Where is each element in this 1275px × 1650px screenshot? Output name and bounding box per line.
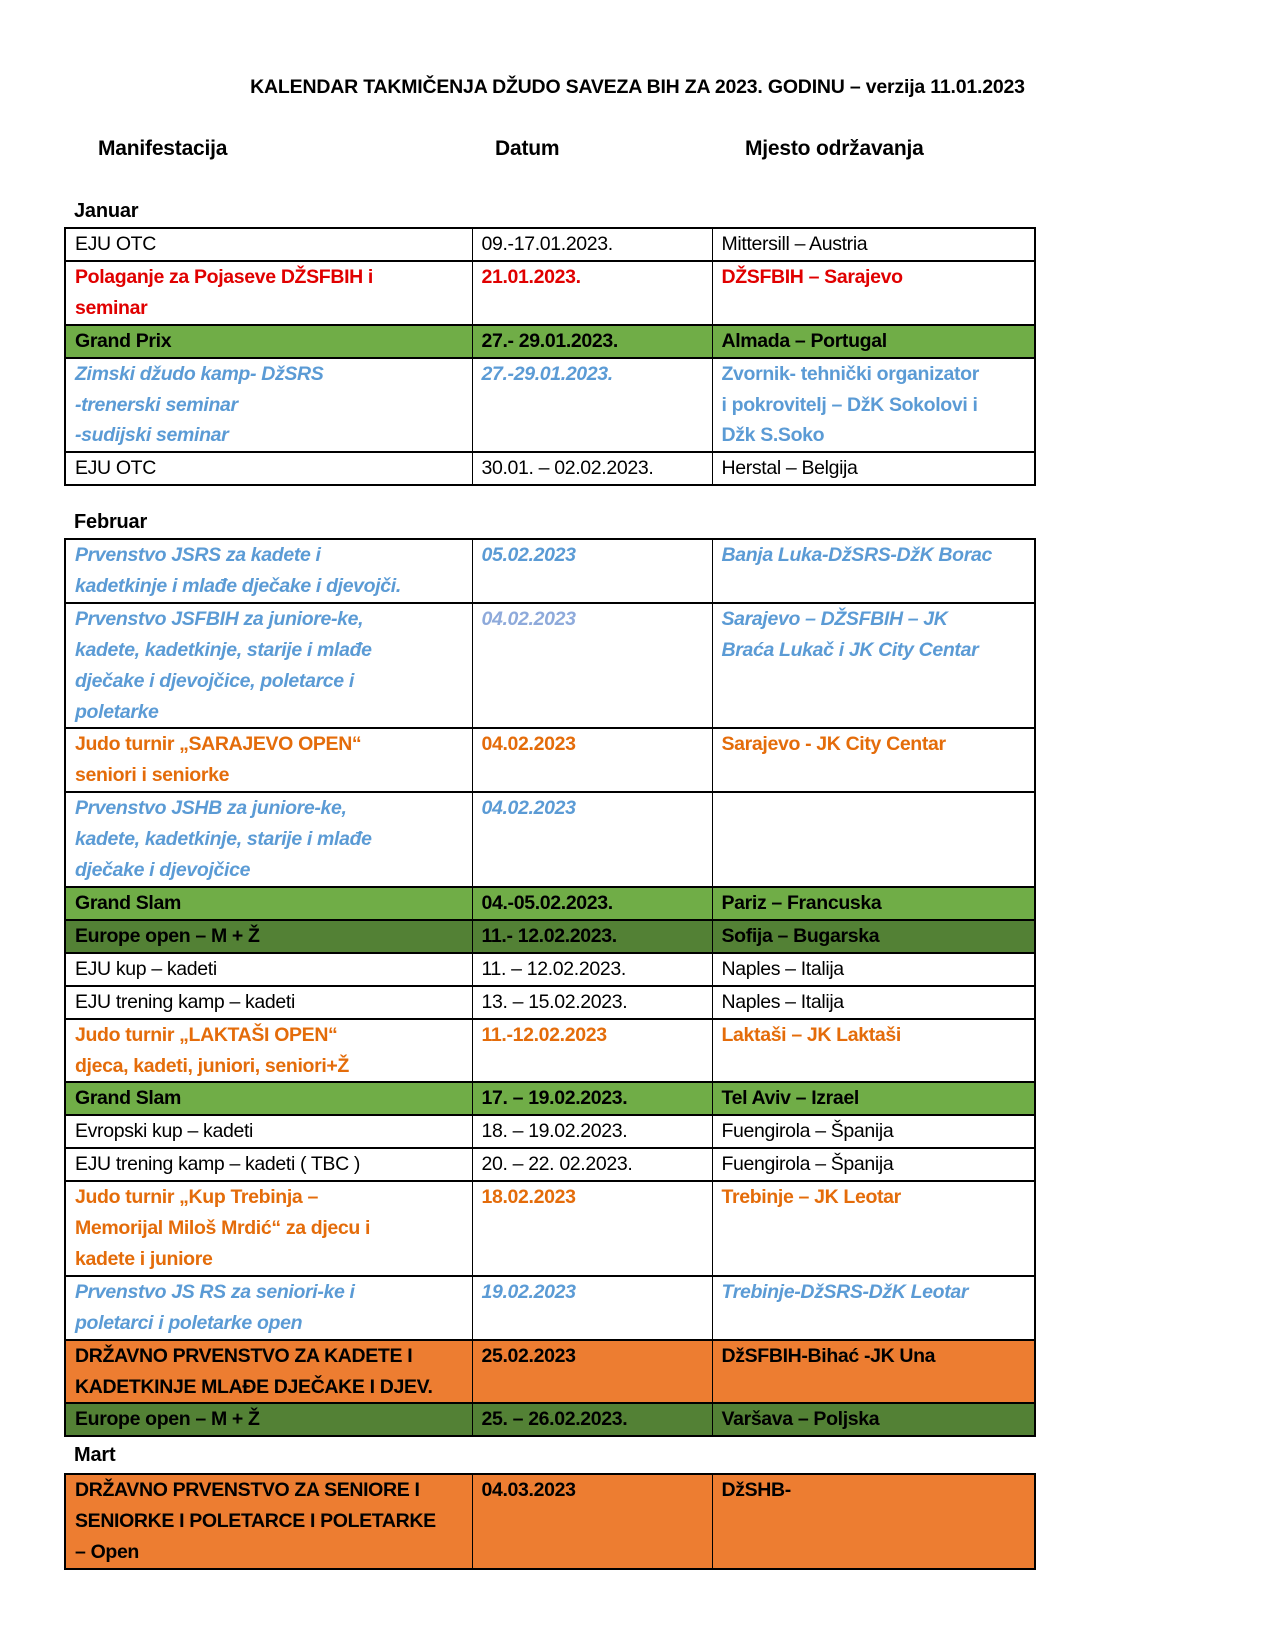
event-row [65,728,1035,792]
date-text-line: 27.-29.01.2023. [481,362,613,385]
cell-date [472,539,712,603]
cell-location [712,1115,1035,1148]
cell-date [472,1403,712,1436]
event-row [65,452,1035,485]
event-row [65,887,1035,920]
event-text-line: Prvenstvo JSFBIH za juniore-ke, [75,607,364,630]
event-text-line: poletarke [75,700,159,723]
cell-event [65,325,472,358]
event-text-line: Judo turnir „Kup Trebinja – [75,1186,318,1209]
event-text-line: Polaganje za Pojaseve DŽSFBIH i [75,265,373,288]
cell-event [65,1148,472,1181]
cell-event [65,539,472,603]
location-text-line: Herstal – Belgija [721,457,858,480]
cell-event [65,728,472,792]
cell-date [472,920,712,953]
event-text-line: Judo turnir „LAKTAŠI OPEN“ [75,1023,338,1046]
event-text-line: Prvenstvo JSHB za juniore-ke, [75,797,347,820]
event-text-line: Memorijal Miloš Mrdić“ za djecu i [75,1217,371,1240]
cell-location [712,1181,1035,1276]
date-text-line: 20. – 22. 02.2023. [481,1153,633,1176]
location-text-line: Naples – Italija [721,957,844,980]
event-text-line: KADETKINJE MLAĐE DJEČAKE I DJEV. [75,1375,433,1398]
date-text-line: 21.01.2023. [481,265,581,288]
event-row [65,1403,1035,1436]
event-text-line: Judo turnir „SARAJEVO OPEN“ [75,733,362,756]
location-text-line: Sofija – Bugarska [721,924,880,947]
event-text-line: EJU trening kamp – kadeti [75,990,295,1013]
location-text-line: Fuengirola – Španija [721,1153,894,1176]
cell-date [472,1474,712,1569]
cell-event [65,1181,472,1276]
event-text-line: Grand Slam [75,1087,181,1110]
date-text-line: 04.02.2023 [481,797,576,820]
cell-event [65,1403,472,1436]
cell-date [472,1082,712,1115]
cell-date [472,887,712,920]
cell-event [65,887,472,920]
event-text-line: djeca, kadeti, juniori, seniori+Ž [75,1054,349,1077]
location-text-line: Banja Luka-DžSRS-DžK Borac [721,544,992,566]
event-row [65,1148,1035,1181]
location-text-line: Braća Lukač i JK City Centar [721,638,979,661]
event-row [65,1082,1035,1115]
event-text-line: Prvenstvo JS RS za seniori-ke i [75,1280,355,1303]
cell-date [472,228,712,261]
calendar-table-februar [64,538,1036,1437]
location-text-line: Sarajevo - JK City Centar [721,733,946,756]
date-text-line: 09.-17.01.2023. [481,233,613,255]
month-label-mart: Mart [74,1444,116,1466]
location-text-line: DžSHB- [721,1479,791,1501]
cell-date [472,1148,712,1181]
cell-event [65,986,472,1019]
location-text-line: Zvornik- tehnički organizator [721,362,979,385]
date-text-line: 04.02.2023 [481,607,576,630]
event-text-line: Europe open – M + Ž [75,1408,260,1431]
event-row [65,1340,1035,1404]
date-text-line: 19.02.2023 [481,1280,576,1303]
event-text-line: kadete i juniore [75,1247,213,1270]
cell-location [712,953,1035,986]
location-text-line: Mittersill – Austria [721,233,868,255]
date-text-line: 05.02.2023 [481,544,576,566]
cell-location [712,1403,1035,1436]
event-text-line: Europe open – M + Ž [75,924,260,947]
event-text-line: DRŽAVNO PRVENSTVO ZA SENIORE I [75,1479,420,1501]
cell-location [712,325,1035,358]
event-row [65,228,1035,261]
event-row [65,358,1035,453]
event-text-line: Prvenstvo JSRS za kadete i [75,544,321,566]
location-text-line: Pariz – Francuska [721,891,882,914]
cell-date [472,1276,712,1340]
cell-event [65,792,472,887]
date-text-line: 04.02.2023 [481,733,576,756]
location-text-line: Trebinje-DžSRS-DžK Leotar [721,1280,969,1303]
event-text-line: Grand Slam [75,891,181,914]
cell-event [65,1474,472,1569]
cell-date [472,1019,712,1083]
date-text-line: 25. – 26.02.2023. [481,1408,628,1431]
location-text-line: DžSFBIH-Bihać -JK Una [721,1344,936,1367]
date-text-line: 18. – 19.02.2023. [481,1120,628,1143]
cell-event [65,228,472,261]
cell-location [712,228,1035,261]
document-title: KALENDAR TAKMIČENJA DŽUDO SAVEZA BIH ZA 2023. GODINU – verzija 11.01.2023 [250,76,1025,98]
location-text-line: Trebinje – JK Leotar [721,1186,901,1209]
date-text-line: 17. – 19.02.2023. [481,1087,628,1110]
calendar-table-mart [64,1473,1036,1570]
event-row [65,325,1035,358]
event-text-line: EJU kup – kadeti [75,957,217,980]
cell-event [65,261,472,325]
event-text-line: seniori i seniorke [75,764,230,787]
location-text-line: Varšava – Poljska [721,1408,880,1431]
cell-location [712,920,1035,953]
event-row [65,792,1035,887]
cell-event [65,1019,472,1083]
location-text-line: i pokrovitelj – DžK Sokolovi i [721,393,978,416]
event-text-line: seminar [75,296,148,319]
cell-date [472,1115,712,1148]
event-text-line: dječake i djevojčice [75,859,251,882]
cell-event [65,1340,472,1404]
column-header-location: Mjesto održavanja [745,137,924,160]
cell-date [472,358,712,453]
column-header-event: Manifestacija [98,137,228,160]
cell-location [712,887,1035,920]
event-text-line: Grand Prix [75,329,172,352]
date-text-line: 25.02.2023 [481,1344,576,1367]
event-text-line: Evropski kup – kadeti [75,1120,253,1143]
date-text-line: 13. – 15.02.2023. [481,990,628,1013]
cell-location [712,1340,1035,1404]
cell-event [65,1276,472,1340]
event-row [65,1474,1035,1569]
event-text-line: poletarci i poletarke open [75,1311,303,1334]
date-text-line: 18.02.2023 [481,1186,576,1209]
date-text-line: 30.01. – 02.02.2023. [481,457,654,480]
date-text-line: 11. – 12.02.2023. [481,957,626,980]
cell-date [472,261,712,325]
month-label-januar: Januar [74,200,139,222]
event-row [65,1276,1035,1340]
month-label-februar: Februar [74,511,148,533]
cell-event [65,358,472,453]
cell-event [65,452,472,485]
event-text-line: Zimski džudo kamp- DžSRS [75,362,324,385]
cell-location [712,358,1035,453]
cell-date [472,1340,712,1404]
cell-date [472,1181,712,1276]
event-text-line: SENIORKE I POLETARCE I POLETARKE [75,1509,436,1532]
location-text-line: DŽSFBIH – Sarajevo [721,265,903,288]
location-text-line: Fuengirola – Španija [721,1120,894,1143]
cell-location [712,792,1035,887]
event-row [65,953,1035,986]
cell-location [712,539,1035,603]
cell-date [472,728,712,792]
event-row [65,920,1035,953]
event-row [65,986,1035,1019]
calendar-table-januar [64,227,1036,486]
cell-location [712,1019,1035,1083]
cell-location [712,1276,1035,1340]
event-text-line: kadete, kadetkinje, starije i mlađe [75,638,372,661]
column-header-date: Datum [495,137,560,160]
location-text-line: Naples – Italija [721,990,844,1013]
cell-event [65,953,472,986]
event-text-line: kadetkinje i mlađe dječake i djevojči. [75,574,401,597]
event-text-line: -trenerski seminar [75,393,238,416]
date-text-line: 11.- 12.02.2023. [481,924,617,947]
cell-date [472,452,712,485]
cell-date [472,325,712,358]
cell-date [472,603,712,729]
date-text-line: 11.-12.02.2023 [481,1023,607,1046]
cell-event [65,920,472,953]
event-text-line: – Open [75,1540,139,1563]
event-row [65,603,1035,729]
event-row [65,1115,1035,1148]
cell-date [472,986,712,1019]
cell-location [712,1474,1035,1569]
cell-date [472,953,712,986]
cell-event [65,1082,472,1115]
date-text-line: 04.-05.02.2023. [481,891,613,914]
location-text-line [722,793,1027,824]
cell-location [712,728,1035,792]
date-text-line: 04.03.2023 [481,1479,576,1501]
cell-location [712,603,1035,729]
cell-event [65,603,472,729]
location-text-line: Džk S.Soko [721,424,825,447]
cell-location [712,986,1035,1019]
event-row [65,1019,1035,1083]
cell-event [65,1115,472,1148]
event-text-line: dječake i djevojčice, poletarce i [75,669,354,692]
event-text-line: -sudijski seminar [75,424,229,447]
event-row [65,261,1035,325]
event-text-line: DRŽAVNO PRVENSTVO ZA KADETE I [75,1344,413,1367]
event-text-line: EJU OTC [75,233,156,255]
event-row [65,539,1035,603]
location-text-line: Tel Aviv – Izrael [721,1087,859,1110]
cell-location [712,1082,1035,1115]
event-text-line: EJU OTC [75,457,156,480]
event-text-line: EJU trening kamp – kadeti ( TBC ) [75,1153,361,1176]
date-text-line: 27.- 29.01.2023. [481,329,618,352]
location-text-line: Laktaši – JK Laktaši [721,1023,901,1046]
location-text-line: Sarajevo – DŽSFBIH – JK [721,607,948,630]
cell-location [712,261,1035,325]
event-text-line: kadete, kadetkinje, starije i mlađe [75,828,372,851]
cell-location [712,452,1035,485]
cell-location [712,1148,1035,1181]
event-row [65,1181,1035,1276]
cell-date [472,792,712,887]
location-text-line: Almada – Portugal [721,329,887,352]
